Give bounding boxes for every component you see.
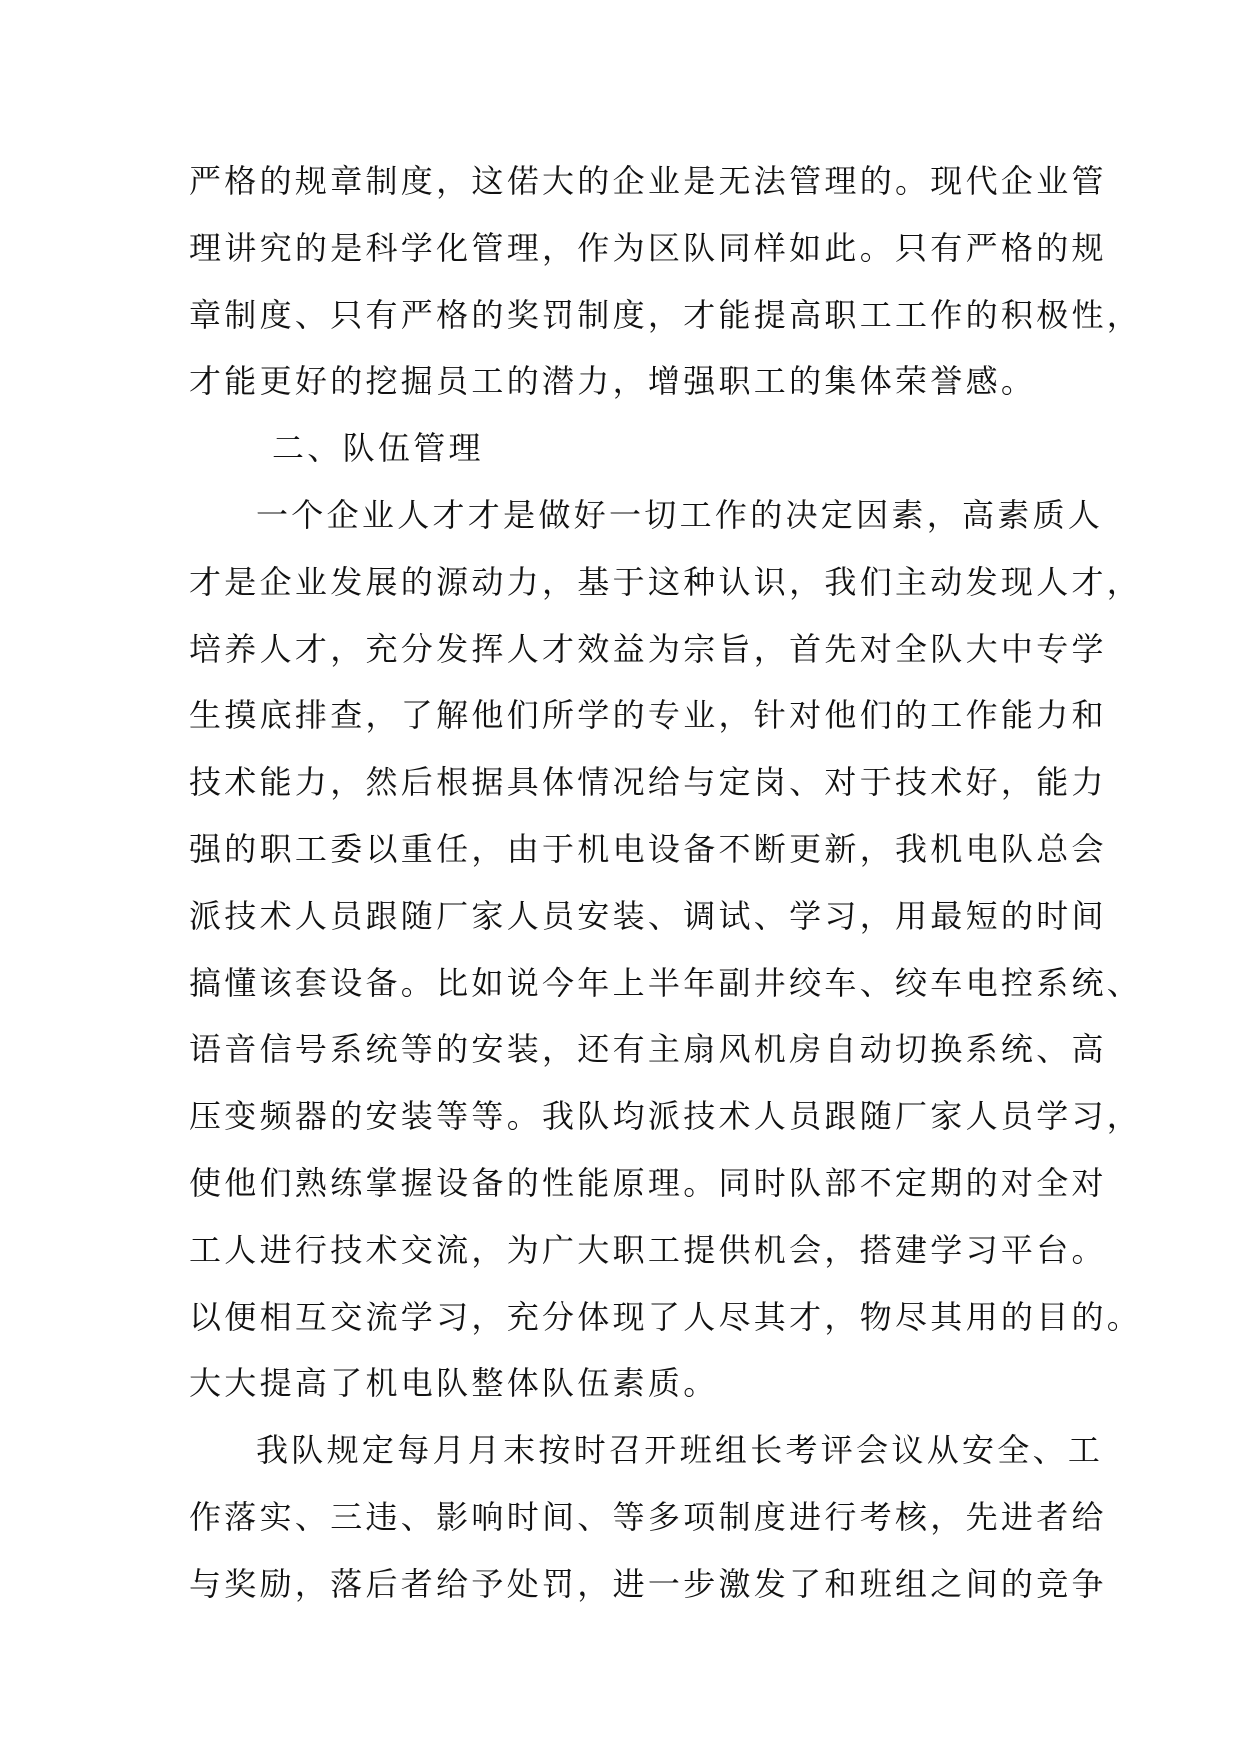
text-line: 严格的规章制度，这偌大的企业是无法管理的。现代企业管 bbox=[189, 162, 1107, 200]
text-line: 技术能力，然后根据具体情况给与定岗、对于技术好，能力 bbox=[189, 763, 1107, 802]
section-heading: 二、队伍管理 bbox=[272, 429, 484, 468]
text-line: 才是企业发展的源动力，基于这种认识，我们主动发现人才， bbox=[189, 562, 1143, 601]
text-line: 培养人才，充分发挥人才效益为宗旨，首先对全队大中专学 bbox=[189, 629, 1107, 668]
document-body bbox=[189, 148, 1143, 1618]
text-line: 章制度、只有严格的奖罚制度，才能提高职工工作的积极性， bbox=[189, 295, 1143, 334]
text-line: 一个企业人才才是做好一切工作的决定因素，高素质人 bbox=[256, 495, 1104, 534]
text-line: 理讲究的是科学化管理，作为区队同样如此。只有严格的规 bbox=[189, 228, 1107, 267]
text-line: 大大提高了机电队整体队伍素质。 bbox=[189, 1364, 719, 1403]
text-line: 才能更好的挖掘员工的潜力，增强职工的集体荣誉感。 bbox=[189, 362, 1037, 401]
text-line: 作落实、三违、影响时间、等多项制度进行考核，先进者给 bbox=[189, 1497, 1107, 1536]
text-line: 工人进行技术交流，为广大职工提供机会，搭建学习平台。 bbox=[189, 1230, 1107, 1269]
text-line: 我队规定每月月末按时召开班组长考评会议从安全、工 bbox=[256, 1431, 1104, 1470]
text-line: 压变频器的安装等等。我队均派技术人员跟随厂家人员学习， bbox=[189, 1097, 1143, 1136]
text-line: 使他们熟练掌握设备的性能原理。同时队部不定期的对全对 bbox=[189, 1163, 1107, 1202]
text-line: 派技术人员跟随厂家人员安装、调试、学习，用最短的时间 bbox=[189, 896, 1107, 935]
text-line: 以便相互交流学习，充分体现了人尽其才，物尽其用的目的。 bbox=[189, 1297, 1143, 1336]
text-line: 语音信号系统等的安装，还有主扇风机房自动切换系统、高 bbox=[189, 1030, 1107, 1069]
text-line: 搞懂该套设备。比如说今年上半年副井绞车、绞车电控系统、 bbox=[189, 963, 1143, 1002]
text-line: 生摸底排查，了解他们所学的专业，针对他们的工作能力和 bbox=[189, 696, 1107, 735]
text-line: 与奖励，落后者给予处罚，进一步激发了和班组之间的竞争 bbox=[189, 1564, 1107, 1603]
text-line: 强的职工委以重任，由于机电设备不断更新，我机电队总会 bbox=[189, 829, 1107, 868]
